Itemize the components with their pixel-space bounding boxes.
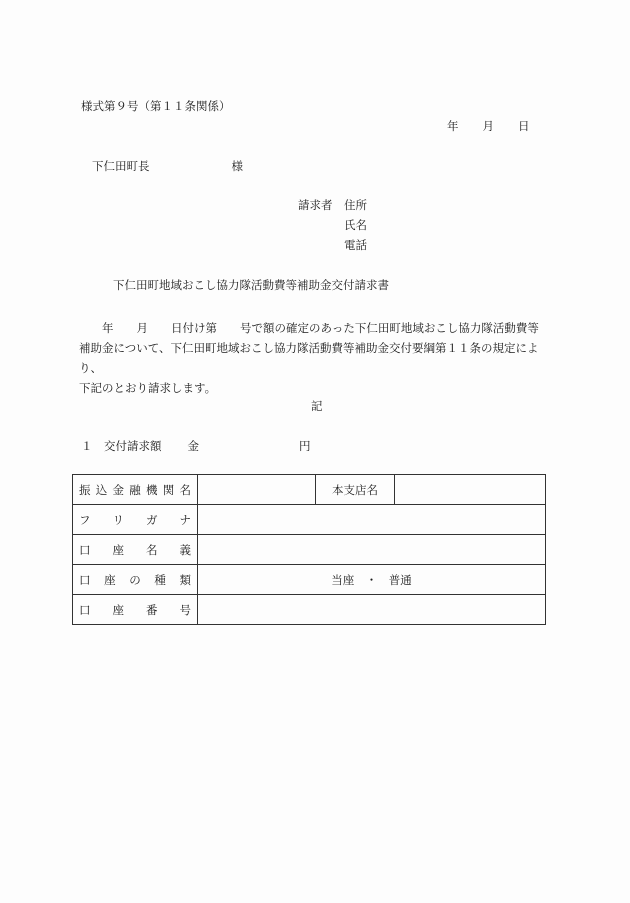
type-chars	[79, 572, 197, 588]
number-label	[73, 595, 198, 625]
label-char: 名	[146, 542, 158, 557]
amount-kin: 金	[187, 439, 199, 453]
label-char: 振	[79, 482, 91, 497]
amount-line	[81, 438, 311, 454]
label-char: 口	[79, 542, 91, 557]
label-char: 座	[112, 542, 124, 557]
label-char: フ	[79, 512, 91, 527]
addressee	[92, 158, 243, 174]
date-year: 年	[447, 119, 459, 133]
bank-name-value[interactable]	[198, 475, 316, 505]
label-char: 名	[179, 482, 191, 497]
type-value[interactable]: 当座 ・ 普通	[198, 565, 546, 595]
holder-label	[73, 535, 198, 565]
label-char: 口	[79, 572, 91, 587]
label-char: 関	[162, 482, 175, 497]
document-title: 下仁田町地域おこし協力隊活動費等補助金交付請求書	[113, 278, 389, 292]
body-line-1: 年 月 日付け第 号で額の確定のあった下仁田町地域おこし協力隊活動費等	[79, 321, 539, 335]
bank-table	[72, 474, 546, 625]
ki-heading: 記	[311, 399, 323, 413]
body-text	[79, 318, 559, 398]
holder-chars	[79, 542, 197, 558]
amount-yen: 円	[299, 439, 311, 453]
type-label	[73, 565, 198, 595]
requester-address-label: 住所	[344, 198, 367, 212]
label-char: 機	[146, 482, 158, 497]
label-char: 融	[129, 482, 141, 497]
table-row	[73, 535, 546, 565]
label-char: 番	[146, 602, 158, 617]
label-char: ガ	[146, 512, 158, 527]
label-char: ナ	[179, 512, 191, 527]
label-char: 座	[112, 602, 124, 617]
table-row	[73, 475, 546, 505]
table-row	[73, 565, 546, 595]
addressee-honorific: 様	[231, 159, 243, 173]
label-char: 義	[179, 542, 191, 557]
branch-label: 本支店名	[316, 475, 395, 505]
branch-value[interactable]	[395, 475, 546, 505]
date-day: 日	[518, 119, 530, 133]
label-char: 込	[95, 482, 108, 497]
amount-label: １ 交付請求額	[81, 439, 162, 453]
holder-value[interactable]	[198, 535, 546, 565]
label-char: 座	[104, 572, 116, 587]
form-number: 様式第９号（第１１条関係）	[81, 99, 231, 113]
body-line-2: 補助金について、下仁田町地域おこし協力隊活動費等補助金交付要綱第１１条の規定により、	[79, 341, 539, 375]
requester-phone-label: 電話	[344, 238, 367, 252]
furigana-chars	[79, 512, 197, 528]
requester-label: 請求者	[298, 198, 333, 212]
label-char: 金	[112, 482, 124, 497]
label-char: 種	[154, 572, 166, 587]
bank-name-label	[73, 475, 198, 505]
body-line-3: 下記のとおり請求します。	[79, 381, 217, 395]
number-value[interactable]	[198, 595, 546, 625]
furigana-label	[73, 505, 198, 535]
requester-name-label: 氏名	[344, 218, 367, 232]
table-row	[73, 505, 546, 535]
furigana-value[interactable]	[198, 505, 546, 535]
number-chars	[79, 602, 197, 618]
label-char: 口	[79, 602, 91, 617]
label-char: 号	[179, 602, 191, 617]
label-char: の	[129, 572, 141, 587]
date-month: 月	[482, 119, 494, 133]
label-char: リ	[112, 512, 124, 527]
date-line	[447, 118, 530, 134]
label-char: 類	[179, 572, 191, 587]
addressee-name: 下仁田町長	[92, 159, 150, 173]
table-row	[73, 595, 546, 625]
